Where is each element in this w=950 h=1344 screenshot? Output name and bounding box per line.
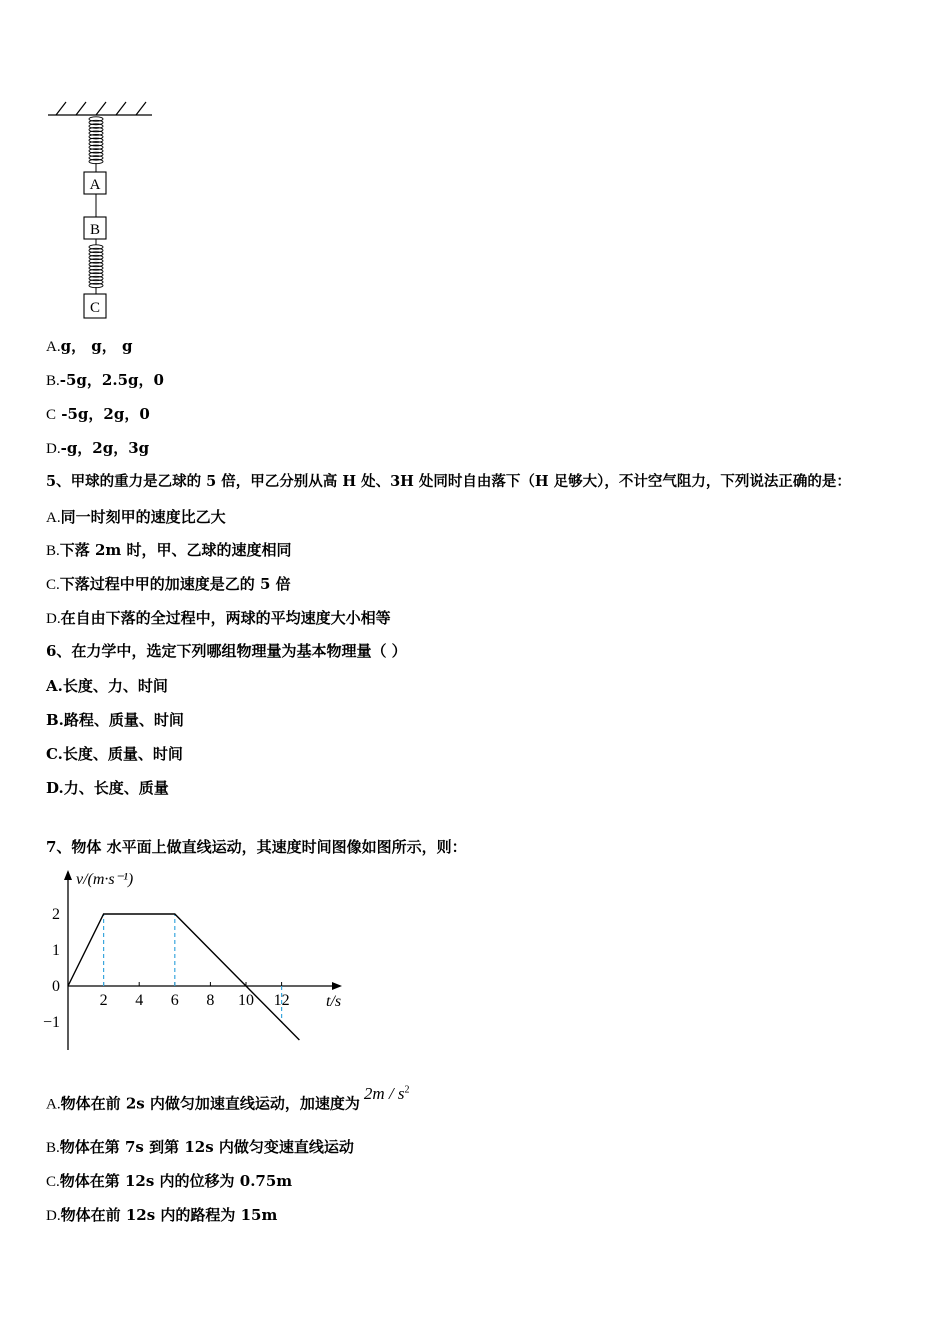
q4-option-d: D.-g，2g，3g: [46, 439, 150, 457]
acceleration-formula: $2m / s^2$: [363, 1083, 410, 1103]
q7-option-d: D.物体在前 12s 内的路程为 15m: [46, 1206, 278, 1224]
q5-option-a: A.同一时刻甲的速度比乙大: [46, 508, 226, 526]
x-tick-label-2: 2: [99, 992, 108, 1009]
block-a-label: A: [89, 177, 101, 193]
q4-option-b: B.-5g，2.5g，0: [46, 371, 164, 389]
q4-option-a: A.g， g， g: [46, 337, 133, 355]
lower-spring: [89, 245, 103, 288]
y-axis-arrow: [64, 870, 72, 880]
block-b-label: B: [89, 222, 101, 238]
q5-option-d: D.在自由下落的全过程中，两球的平均速度大小相等: [46, 609, 391, 627]
y-tick-label-0: 0: [52, 978, 60, 995]
y-tick-label-2: 2: [52, 906, 60, 923]
q7-option-c: C.物体在第 12s 内的位移为 0.75m: [46, 1172, 293, 1190]
upper-spring: [89, 117, 103, 164]
q7-stem: 7、物体 水平面上做直线运动，其速度时间图像如图所示，则：: [46, 838, 467, 856]
x-tick-label-8: 8: [206, 992, 215, 1009]
q7-option-b: B.物体在第 7s 到第 12s 内做匀变速直线运动: [46, 1138, 354, 1156]
spring-figure: [40, 95, 160, 325]
q6-stem: 6、在力学中，选定下列哪组物理量为基本物理量（ ）: [46, 642, 407, 660]
block-c-label: C: [89, 300, 101, 316]
y-tick-label-−1: −1: [42, 1014, 60, 1031]
x-tick-label-4: 4: [135, 992, 144, 1009]
q6-option-a: A.长度、力、时间: [46, 677, 168, 695]
chart-xlabel: t/s: [326, 993, 342, 1010]
q6-option-d: D.力、长度、质量: [46, 779, 169, 797]
q6-option-c: C.长度、质量、时间: [46, 745, 183, 763]
q5-stem: 5、甲球的重力是乙球的 5 倍，甲乙分别从高 H 处、3H 处同时自由落下（H 足够大），不计空气阻力，下列说法正确的是：: [46, 473, 851, 490]
q5-option-b: B.下落 2m 时，甲、乙球的速度相同: [46, 541, 292, 559]
q7-option-a: A.物体在前 2s 内做匀加速直线运动，加速度为$2m / s^2$: [46, 1083, 410, 1113]
chart-ylabel: v/(m·s⁻¹): [76, 871, 134, 888]
x-tick-label-6: 6: [170, 992, 179, 1009]
velocity-series: [68, 914, 299, 1040]
q6-option-b: B.路程、质量、时间: [46, 711, 184, 729]
x-tick-label-10: 10: [238, 992, 254, 1009]
x-tick-label-12: 12: [273, 992, 290, 1009]
x-axis-arrow: [332, 982, 342, 990]
ceiling-hatch: [56, 102, 146, 115]
velocity-time-chart: [40, 862, 360, 1057]
q5-option-c: C.下落过程中甲的加速度是乙的 5 倍: [46, 575, 291, 593]
y-tick-label-1: 1: [52, 942, 60, 959]
q4-option-c: C -5g，2g，0: [46, 405, 150, 423]
